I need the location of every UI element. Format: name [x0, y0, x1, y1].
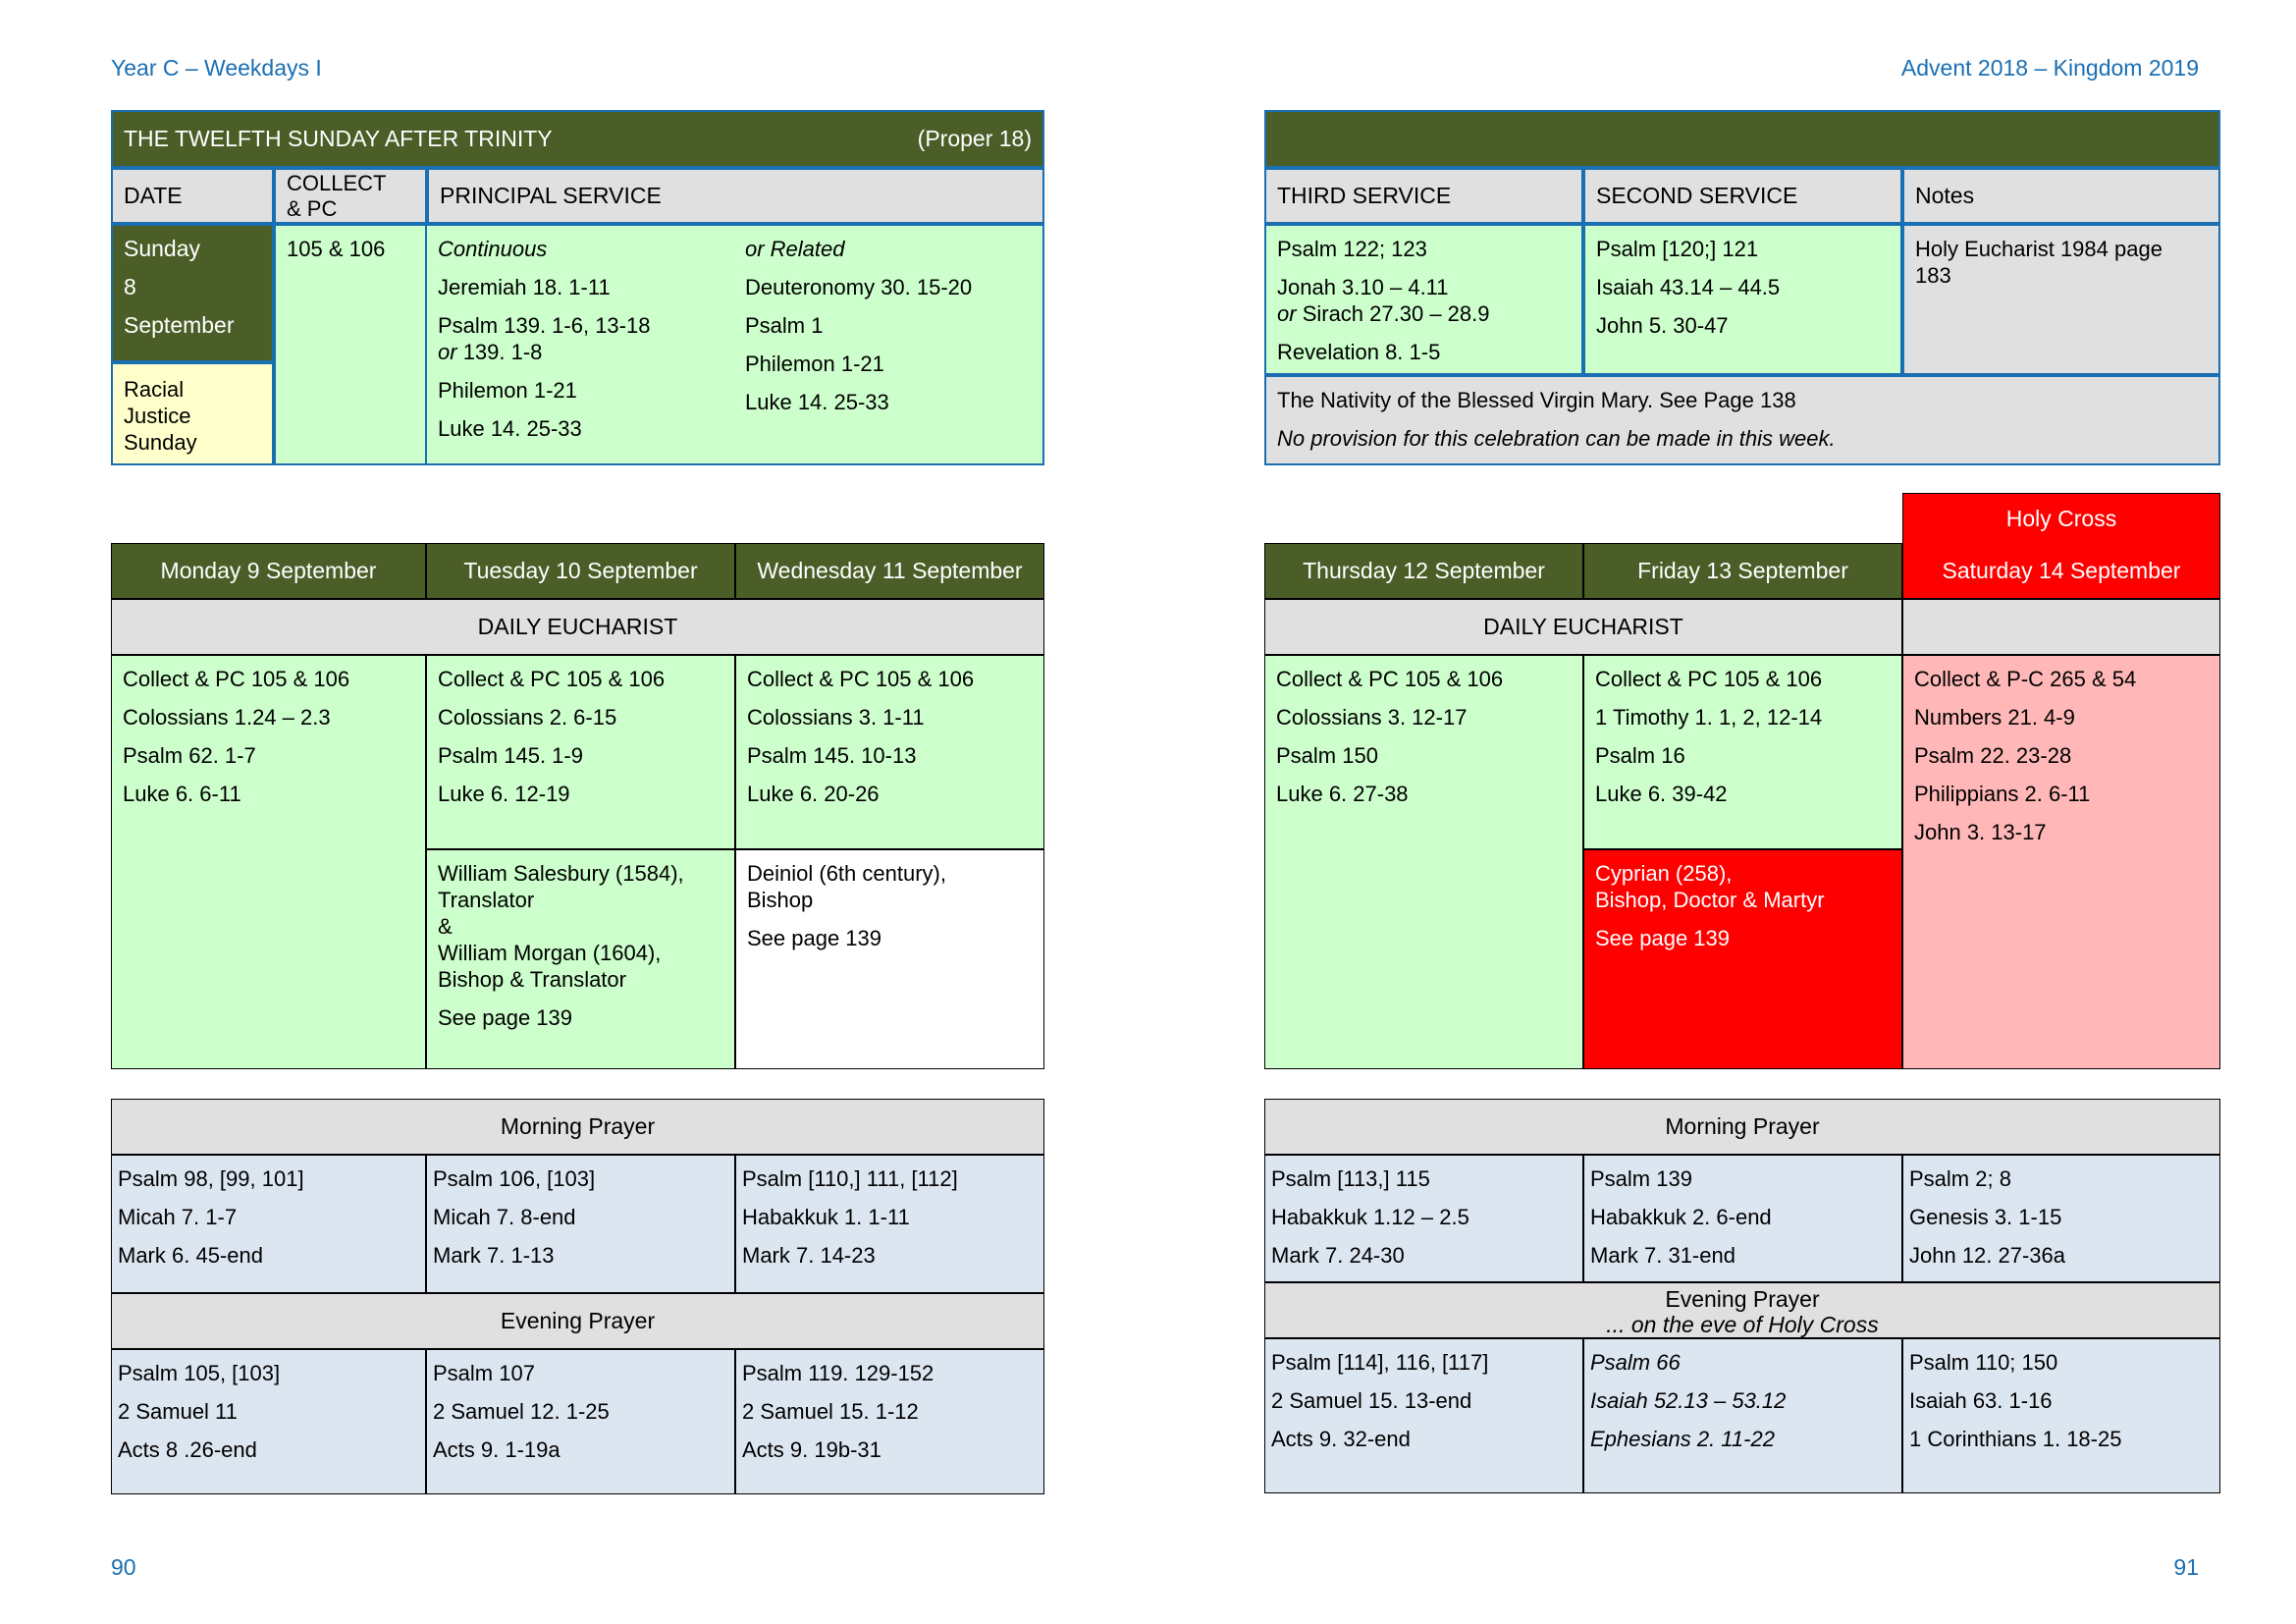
sat-collect: Collect & P-C 265 & 54	[1914, 667, 2137, 691]
fri-gospel: Luke 6. 39-42	[1595, 782, 1728, 806]
col-header-date: DATE	[111, 168, 274, 224]
day-header-saturday: Saturday 14 September	[1902, 543, 2220, 599]
related-reading-1: Deuteronomy 30. 15-20	[745, 275, 973, 299]
fri-collect: Collect & PC 105 & 106	[1595, 667, 1823, 691]
related-label: or Related	[745, 237, 845, 261]
mon-collect: Collect & PC 105 & 106	[123, 667, 350, 691]
wed-reading-1: Colossians 3. 1-11	[747, 705, 925, 730]
thu-psalm: Psalm 150	[1276, 743, 1378, 768]
notes-text: Holy Eucharist 1984 page 183	[1915, 237, 2163, 288]
fri-morning-cell	[1583, 1155, 1902, 1282]
continuous-label: Continuous	[438, 237, 548, 261]
sat-evening-cell	[1902, 1338, 2220, 1493]
evening-prayer-header-right	[1264, 1282, 2220, 1338]
tue-commem-3: &	[438, 914, 453, 939]
thursday-eucharist-cell	[1264, 655, 1583, 1069]
col-header-second: SECOND SERVICE	[1583, 168, 1902, 224]
tuesday-eucharist-cell	[426, 655, 735, 849]
mon-gospel: Luke 6. 6-11	[123, 782, 241, 806]
racial-justice-cell	[111, 362, 274, 465]
date-day: Sunday	[124, 236, 201, 261]
related-reading-3: Philemon 1-21	[745, 352, 884, 376]
sat-mp-psalm: Psalm 2; 8	[1909, 1166, 2011, 1191]
col-header-collect-label: COLLECT & PC	[287, 170, 387, 221]
fri-ep-reading-2: Ephesians 2. 11-22	[1590, 1427, 1775, 1451]
sunday-title: THE TWELFTH SUNDAY AFTER TRINITY	[124, 126, 553, 151]
thu-reading-1: Colossians 3. 12-17	[1276, 705, 1468, 730]
friday-eucharist-cell	[1583, 655, 1902, 849]
nativity-text: The Nativity of the Blessed Virgin Mary. See Page 138	[1277, 388, 1796, 412]
or-word: or	[438, 340, 457, 364]
sat-gospel: John 3. 13-17	[1914, 820, 2047, 844]
monday-eucharist-cell	[111, 655, 426, 1069]
wed-mp-reading-2: Mark 7. 14-23	[742, 1243, 876, 1268]
sunday-date-cell	[111, 224, 274, 362]
sat-reading-2: Philippians 2. 6-11	[1914, 782, 2091, 806]
sunday-title-bar	[111, 110, 1044, 168]
wed-mp-reading-1: Habakkuk 1. 1-11	[742, 1205, 910, 1229]
col-header-notes: Notes	[1902, 168, 2220, 224]
third-reading-3: Revelation 8. 1-5	[1277, 340, 1441, 364]
fri-ep-reading-1: Isaiah 52.13 – 53.12	[1590, 1388, 1787, 1413]
tue-gospel: Luke 6. 12-19	[438, 782, 570, 806]
wed-ep-reading-2: Acts 9. 19b-31	[742, 1437, 881, 1462]
mon-mp-reading-2: Mark 6. 45-end	[118, 1243, 263, 1268]
nativity-cell	[1264, 375, 2220, 465]
eve-of-holy-cross-label: ... on the eve of Holy Cross	[1606, 1312, 1879, 1337]
continuous-reading-2: Psalm 139. 1-6, 13-18	[438, 313, 651, 338]
thu-evening-cell	[1264, 1338, 1583, 1493]
wed-evening-cell	[735, 1349, 1044, 1494]
tue-mp-reading-1: Micah 7. 8-end	[433, 1205, 576, 1229]
day-header-friday: Friday 13 September	[1583, 543, 1902, 599]
sat-morning-cell	[1902, 1155, 2220, 1282]
mon-ep-reading-2: Acts 8 .26-end	[118, 1437, 257, 1462]
tue-evening-cell	[426, 1349, 735, 1494]
date-month: September	[124, 312, 235, 338]
thu-collect: Collect & PC 105 & 106	[1276, 667, 1504, 691]
tue-ep-reading-2: Acts 9. 1-19a	[433, 1437, 561, 1462]
tue-commem-1: William Salesbury (1584),	[438, 861, 684, 886]
sunday-collect-cell	[274, 224, 427, 465]
daily-eucharist-left: DAILY EUCHARIST	[111, 599, 1044, 655]
thu-mp-reading-1: Habakkuk 1.12 – 2.5	[1271, 1205, 1469, 1229]
tue-commem-4: William Morgan (1604),	[438, 941, 662, 965]
fri-mp-psalm: Psalm 139	[1590, 1166, 1692, 1191]
tue-commem-see-page: See page 139	[438, 1005, 573, 1030]
saturday-eucharist-cell	[1902, 655, 2220, 1069]
wed-ep-reading-1: 2 Samuel 15. 1-12	[742, 1399, 919, 1424]
principal-service-cell	[427, 224, 1044, 465]
notes-cell	[1902, 224, 2220, 375]
second-reading-1: Psalm [120;] 121	[1596, 237, 1759, 261]
racial-justice-label: Racial Justice Sunday	[124, 377, 197, 455]
related-column	[745, 236, 1040, 427]
mon-mp-psalm: Psalm 98, [99, 101]	[118, 1166, 304, 1191]
page-number-right: 91	[2173, 1554, 2199, 1580]
page-number-left: 90	[111, 1554, 136, 1580]
sat-mp-reading-1: Genesis 3. 1-15	[1909, 1205, 2062, 1229]
day-header-monday: Monday 9 September	[111, 543, 426, 599]
daily-eucharist-right: DAILY EUCHARIST	[1264, 599, 1902, 655]
tuesday-commemoration-cell	[426, 849, 735, 1069]
second-service-cell	[1583, 224, 1902, 375]
mon-morning-cell	[111, 1155, 426, 1293]
wed-psalm: Psalm 145. 10-13	[747, 743, 917, 768]
tue-ep-reading-1: 2 Samuel 12. 1-25	[433, 1399, 610, 1424]
continuous-reading-2-alt: 139. 1-8	[462, 340, 543, 364]
sat-ep-psalm: Psalm 110; 150	[1909, 1350, 2058, 1375]
fri-ep-psalm: Psalm 66	[1590, 1350, 1681, 1375]
second-reading-3: John 5. 30-47	[1596, 313, 1729, 338]
related-reading-2: Psalm 1	[745, 313, 824, 338]
day-header-tuesday: Tuesday 10 September	[426, 543, 735, 599]
running-header-right: Advent 2018 – Kingdom 2019	[1900, 55, 2199, 81]
fri-reading-1: 1 Timothy 1. 1, 2, 12-14	[1595, 705, 1823, 730]
continuous-reading-1: Jeremiah 18. 1-11	[438, 275, 611, 299]
holy-cross-label: Holy Cross	[1902, 493, 2220, 543]
fri-psalm: Psalm 16	[1595, 743, 1685, 768]
day-header-wednesday: Wednesday 11 September	[735, 543, 1044, 599]
thu-ep-reading-2: Acts 9. 32-end	[1271, 1427, 1411, 1451]
wed-ep-psalm: Psalm 119. 129-152	[742, 1361, 934, 1385]
mon-ep-reading-1: 2 Samuel 11	[118, 1399, 238, 1424]
sat-ep-reading-2: 1 Corinthians 1. 18-25	[1909, 1427, 2122, 1451]
fri-evening-cell	[1583, 1338, 1902, 1493]
tue-morning-cell	[426, 1155, 735, 1293]
right-title-bar	[1264, 110, 2220, 168]
continuous-column	[438, 236, 732, 454]
tue-mp-psalm: Psalm 106, [103]	[433, 1166, 596, 1191]
wed-commem-1: Deiniol (6th century),	[747, 861, 946, 886]
day-header-thursday: Thursday 12 September	[1264, 543, 1583, 599]
thu-mp-psalm: Psalm [113,] 115	[1271, 1166, 1430, 1191]
sunday-collect: 105 & 106	[287, 237, 386, 261]
tue-ep-psalm: Psalm 107	[433, 1361, 535, 1385]
third-reading-2: Jonah 3.10 – 4.11	[1277, 275, 1449, 299]
daily-eucharist-right-blank	[1902, 599, 2220, 655]
fri-commem-see-page: See page 139	[1595, 926, 1731, 950]
mon-mp-reading-1: Micah 7. 1-7	[118, 1205, 238, 1229]
col-header-principal: PRINCIPAL SERVICE	[427, 168, 1044, 224]
sat-reading-1: Numbers 21. 4-9	[1914, 705, 2075, 730]
third-or-word: or	[1277, 301, 1297, 326]
wed-morning-cell	[735, 1155, 1044, 1293]
sat-psalm: Psalm 22. 23-28	[1914, 743, 2072, 768]
fri-commem-1: Cyprian (258),	[1595, 861, 1733, 886]
tue-collect: Collect & PC 105 & 106	[438, 667, 666, 691]
friday-commemoration-cell	[1583, 849, 1902, 1069]
wed-commem-see-page: See page 139	[747, 926, 882, 950]
mon-evening-cell	[111, 1349, 426, 1494]
mon-psalm: Psalm 62. 1-7	[123, 743, 256, 768]
wed-mp-psalm: Psalm [110,] 111, [112]	[742, 1166, 958, 1191]
mon-reading-1: Colossians 1.24 – 2.3	[123, 705, 331, 730]
evening-prayer-header-left: Evening Prayer	[111, 1293, 1044, 1349]
running-header-left: Year C – Weekdays I	[111, 55, 322, 81]
continuous-reading-3: Philemon 1-21	[438, 378, 577, 403]
third-reading-1: Psalm 122; 123	[1277, 237, 1427, 261]
sat-mp-reading-2: John 12. 27-36a	[1909, 1243, 2066, 1268]
wednesday-eucharist-cell	[735, 655, 1044, 849]
wed-collect: Collect & PC 105 & 106	[747, 667, 975, 691]
related-reading-4: Luke 14. 25-33	[745, 390, 889, 414]
evening-prayer-label-right: Evening Prayer	[1665, 1286, 1820, 1312]
thu-mp-reading-2: Mark 7. 24-30	[1271, 1243, 1405, 1268]
wednesday-commemoration-cell	[735, 849, 1044, 1069]
fri-mp-reading-2: Mark 7. 31-end	[1590, 1243, 1735, 1268]
thu-gospel: Luke 6. 27-38	[1276, 782, 1409, 806]
thu-ep-psalm: Psalm [114], 116, [117]	[1271, 1350, 1489, 1375]
continuous-reading-4: Luke 14. 25-33	[438, 416, 582, 441]
morning-prayer-header-right: Morning Prayer	[1264, 1099, 2220, 1155]
wed-gospel: Luke 6. 20-26	[747, 782, 880, 806]
wed-commem-2: Bishop	[747, 888, 814, 912]
proper-label: (Proper 18)	[917, 126, 1032, 151]
tue-psalm: Psalm 145. 1-9	[438, 743, 583, 768]
tue-mp-reading-2: Mark 7. 1-13	[433, 1243, 555, 1268]
sat-ep-reading-1: Isaiah 63. 1-16	[1909, 1388, 2053, 1413]
fri-mp-reading-1: Habakkuk 2. 6-end	[1590, 1205, 1772, 1229]
mon-ep-psalm: Psalm 105, [103]	[118, 1361, 281, 1385]
second-reading-2: Isaiah 43.14 – 44.5	[1596, 275, 1781, 299]
third-service-cell	[1264, 224, 1583, 375]
col-header-collect	[274, 168, 427, 224]
third-reading-2-alt: Sirach 27.30 – 28.9	[1302, 301, 1490, 326]
col-header-third: THIRD SERVICE	[1264, 168, 1583, 224]
morning-prayer-header-left: Morning Prayer	[111, 1099, 1044, 1155]
fri-commem-2: Bishop, Doctor & Martyr	[1595, 888, 1825, 912]
no-provision-text: No provision for this celebration can be made in this week.	[1277, 426, 1836, 451]
thu-morning-cell	[1264, 1155, 1583, 1282]
thu-ep-reading-1: 2 Samuel 15. 13-end	[1271, 1388, 1472, 1413]
tue-reading-1: Colossians 2. 6-15	[438, 705, 617, 730]
date-number: 8	[124, 274, 136, 299]
tue-commem-2: Translator	[438, 888, 535, 912]
tue-commem-5: Bishop & Translator	[438, 967, 626, 992]
